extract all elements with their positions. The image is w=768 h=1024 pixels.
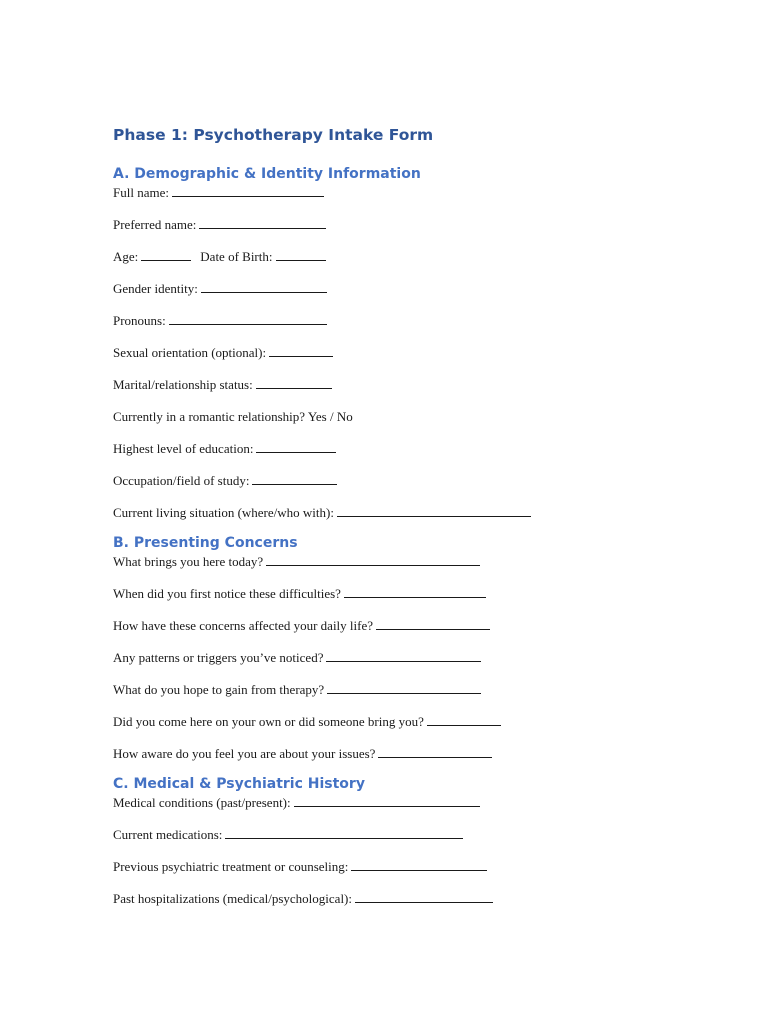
- first-notice-label: When did you first notice these difficulties?: [113, 586, 341, 601]
- section-a-heading: A. Demographic & Identity Information: [113, 166, 421, 182]
- psychiatric-treatment-label: Previous psychiatric treatment or counseling:: [113, 859, 349, 874]
- brings-you-field: [113, 553, 713, 571]
- age-blank[interactable]: [141, 248, 191, 261]
- own-or-brought-label: Did you come here on your own or did someone bring you?: [113, 714, 424, 729]
- occupation-blank[interactable]: [252, 472, 337, 485]
- dob-blank[interactable]: [276, 248, 326, 261]
- first-notice-blank[interactable]: [344, 585, 486, 598]
- full-name-blank[interactable]: [172, 184, 324, 197]
- patterns-field: [113, 649, 713, 667]
- first-notice-field: [113, 585, 713, 603]
- hope-gain-label: What do you hope to gain from therapy?: [113, 682, 325, 697]
- section-c-heading: C. Medical & Psychiatric History: [113, 776, 365, 792]
- preferred-name-field: [113, 216, 713, 234]
- psychiatric-treatment-field: [113, 858, 713, 876]
- affected-life-label: How have these concerns affected your daily life?: [113, 618, 374, 633]
- education-field: [113, 440, 713, 458]
- pronouns-label: Pronouns:: [113, 313, 166, 328]
- medications-blank[interactable]: [225, 826, 463, 839]
- affected-life-field: [113, 617, 713, 635]
- hope-gain-blank[interactable]: [327, 681, 481, 694]
- intake-form-page: [113, 124, 713, 908]
- section-b-heading: B. Presenting Concerns: [113, 535, 298, 551]
- gender-identity-blank[interactable]: [201, 280, 327, 293]
- hospitalizations-field: [113, 890, 713, 908]
- patterns-blank[interactable]: [326, 649, 481, 662]
- occupation-field: [113, 472, 713, 490]
- marital-status-label: Marital/relationship status:: [113, 377, 253, 392]
- medical-conditions-blank[interactable]: [294, 794, 480, 807]
- own-or-brought-blank[interactable]: [427, 713, 501, 726]
- hope-gain-field: [113, 681, 713, 699]
- marital-status-field: [113, 376, 713, 394]
- hospitalizations-blank[interactable]: [355, 890, 493, 903]
- gender-identity-field: [113, 280, 713, 298]
- medical-conditions-label: Medical conditions (past/present):: [113, 795, 291, 810]
- education-blank[interactable]: [256, 440, 336, 453]
- romantic-relationship-field: [113, 408, 713, 426]
- preferred-name-blank[interactable]: [199, 216, 326, 229]
- own-or-brought-field: [113, 713, 713, 731]
- medical-conditions-field: [113, 794, 713, 812]
- preferred-name-label: Preferred name:: [113, 217, 197, 232]
- age-label: Age:: [113, 249, 139, 264]
- aware-label: How aware do you feel you are about your issues?: [113, 746, 376, 761]
- brings-you-label: What brings you here today?: [113, 554, 264, 569]
- psychiatric-treatment-blank[interactable]: [351, 858, 487, 871]
- patterns-label: Any patterns or triggers you’ve noticed?: [113, 650, 324, 665]
- occupation-label: Occupation/field of study:: [113, 473, 250, 488]
- affected-life-blank[interactable]: [376, 617, 490, 630]
- brings-you-blank[interactable]: [266, 553, 480, 566]
- romantic-relationship-label: Currently in a romantic relationship? Yes / No: [113, 409, 353, 424]
- pronouns-field: [113, 312, 713, 330]
- sexual-orientation-field: [113, 344, 713, 362]
- aware-blank[interactable]: [378, 745, 492, 758]
- medications-label: Current medications:: [113, 827, 223, 842]
- education-label: Highest level of education:: [113, 441, 254, 456]
- living-situation-blank[interactable]: [337, 504, 531, 517]
- living-situation-field: [113, 504, 713, 522]
- hospitalizations-label: Past hospitalizations (medical/psychological):: [113, 891, 353, 906]
- marital-status-blank[interactable]: [256, 376, 332, 389]
- living-situation-label: Current living situation (where/who with):: [113, 505, 334, 520]
- medications-field: [113, 826, 713, 844]
- age-dob-field: [113, 248, 713, 266]
- pronouns-blank[interactable]: [169, 312, 327, 325]
- gender-identity-label: Gender identity:: [113, 281, 198, 296]
- dob-label: Date of Birth:: [200, 249, 273, 264]
- sexual-orientation-label: Sexual orientation (optional):: [113, 345, 267, 360]
- sexual-orientation-blank[interactable]: [269, 344, 333, 357]
- full-name-label: Full name:: [113, 185, 169, 200]
- form-title: Phase 1: Psychotherapy Intake Form: [113, 126, 434, 144]
- full-name-field: [113, 184, 713, 202]
- aware-field: [113, 745, 713, 763]
